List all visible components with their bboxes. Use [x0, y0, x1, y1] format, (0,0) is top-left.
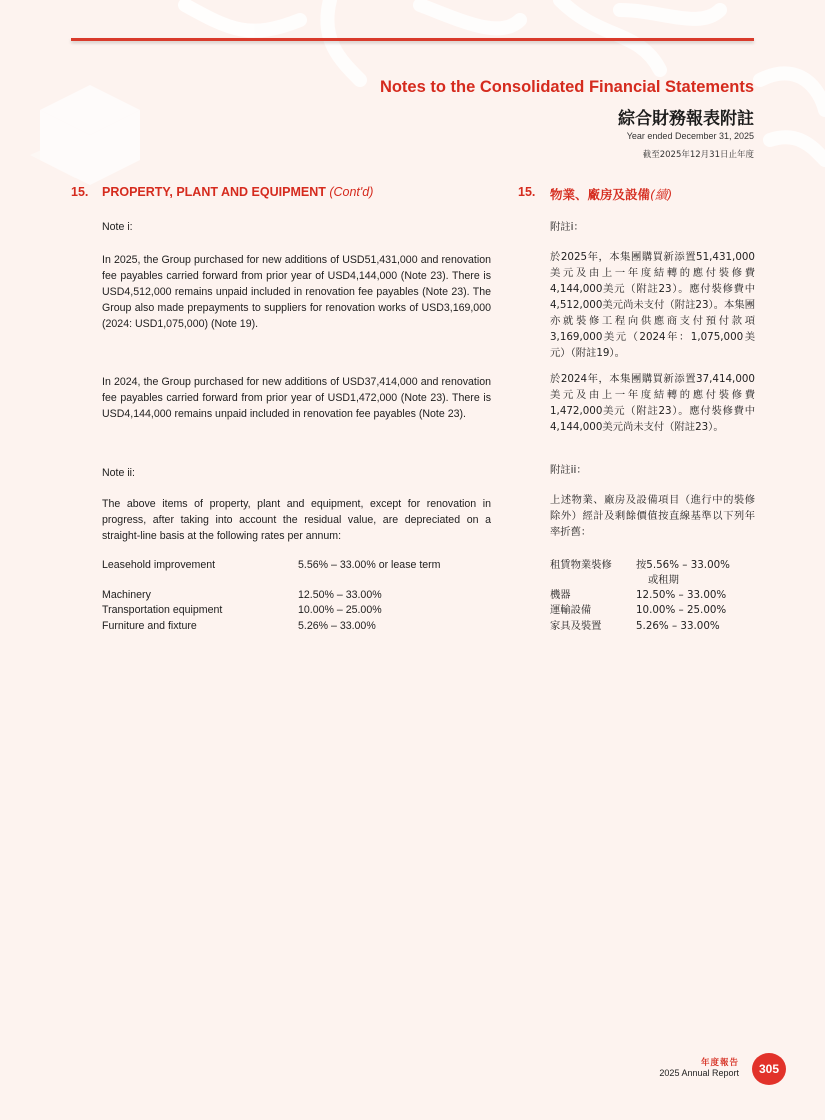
note-i-2025-paragraph-zh: 於2025年，本集團購買新添置51,431,000美元及由上一年度結轉的應付裝修費4,144,000美元（附註23）。應付裝修費中4,512,000美元尚未支付（附註23）。本集團亦就裝修工程向供應商支付預付款項3,169,000美元（2024年：1,075,000美元）（附註19）。	[550, 251, 755, 359]
note-i-2024-paragraph: In 2024, the Group purchased for new additions of USD37,414,000 and renovation fee payables carried forward from prior year of USD1,472,000 (Note 23). There is USD4,144,000 remains unpaid included in renovation fee payables (Note 23).	[102, 376, 491, 420]
rate-value: 5.26% – 33.00%	[298, 620, 376, 632]
note-ii-label: Note ii:	[102, 467, 135, 479]
page-title: Notes to the Consolidated Financial Statements	[379, 78, 754, 96]
rate-value-zh-cont: 或租期	[648, 574, 679, 586]
rate-item-zh: 家具及裝置	[550, 620, 602, 632]
note-i-2025-paragraph: In 2025, the Group purchased for new additions of USD51,431,000 and renovation fee payables carried forward from prior year of USD4,144,000 (Note 23). There is USD4,512,000 remains unpaid included in renovation fee payables (Note 23). The Group also made prepayments to suppliers for renovation works of USD3,169,000 (2024: USD1,075,000) (Note 19).	[102, 254, 491, 330]
section-cont-label-zh: (續)	[650, 187, 673, 202]
rate-item-zh: 租賃物業裝修	[550, 559, 612, 571]
footer-report-label-zh: 年度報告	[700, 1058, 739, 1068]
rate-item: Leasehold improvement	[102, 559, 216, 571]
rate-value: 12.50% – 33.00%	[298, 589, 382, 601]
rate-value: 10.00% – 25.00%	[298, 604, 382, 616]
rate-value: 5.56% – 33.00% or lease term	[298, 559, 441, 571]
rate-value-zh: 按5.56% – 33.00%	[636, 559, 730, 571]
section-title	[102, 185, 373, 199]
section-title-text: PROPERTY, PLANT AND EQUIPMENT	[102, 185, 326, 199]
rate-item-zh: 運輸設備	[550, 604, 592, 616]
section-number-zh: 15.	[518, 185, 536, 199]
page-title-zh: 綜合財務報表附註	[618, 109, 754, 129]
section-title-text-zh: 物業、廠房及設備	[550, 187, 651, 202]
section-cont-label: (Cont'd)	[329, 185, 374, 199]
note-i-label-zh: 附註i：	[550, 221, 584, 233]
rate-item-zh: 機器	[550, 589, 571, 601]
period-label-zh: 截至2025年12月31日止年度	[642, 150, 754, 160]
rate-item: Furniture and fixture	[102, 620, 197, 632]
section-number: 15.	[71, 185, 89, 199]
top-rule	[71, 38, 754, 41]
note-i-2024-paragraph-zh: 於2024年，本集團購買新添置37,414,000美元及由上一年度結轉的應付裝修費1,472,000美元（附註23）。應付裝修費中4,144,000美元尚未支付（附註23）。	[550, 373, 755, 433]
page-number-badge: 305	[752, 1053, 786, 1085]
note-ii-intro-zh: 上述物業、廠房及設備項目（進行中的裝修除外）經計及剩餘價值按直線基準以下列年率折舊：	[550, 494, 755, 538]
footer-report-label: 2025 Annual Report	[659, 1068, 739, 1078]
rate-item: Machinery	[102, 589, 151, 601]
period-label: Year ended December 31, 2025	[626, 131, 754, 141]
note-ii-intro: The above items of property, plant and equipment, except for renovation in progress, after taking into account the residual value, are depreciated on a straight-line basis at the following rates per annum:	[102, 498, 491, 542]
rate-item: Transportation equipment	[102, 604, 223, 616]
note-ii-label-zh: 附註ii：	[550, 464, 587, 476]
rate-value-zh: 5.26% – 33.00%	[636, 620, 720, 632]
rate-value-zh: 12.50% – 33.00%	[636, 589, 727, 601]
note-i-label: Note i:	[102, 221, 133, 233]
rate-value-zh: 10.00% – 25.00%	[636, 604, 727, 616]
section-title-zh	[550, 185, 672, 203]
